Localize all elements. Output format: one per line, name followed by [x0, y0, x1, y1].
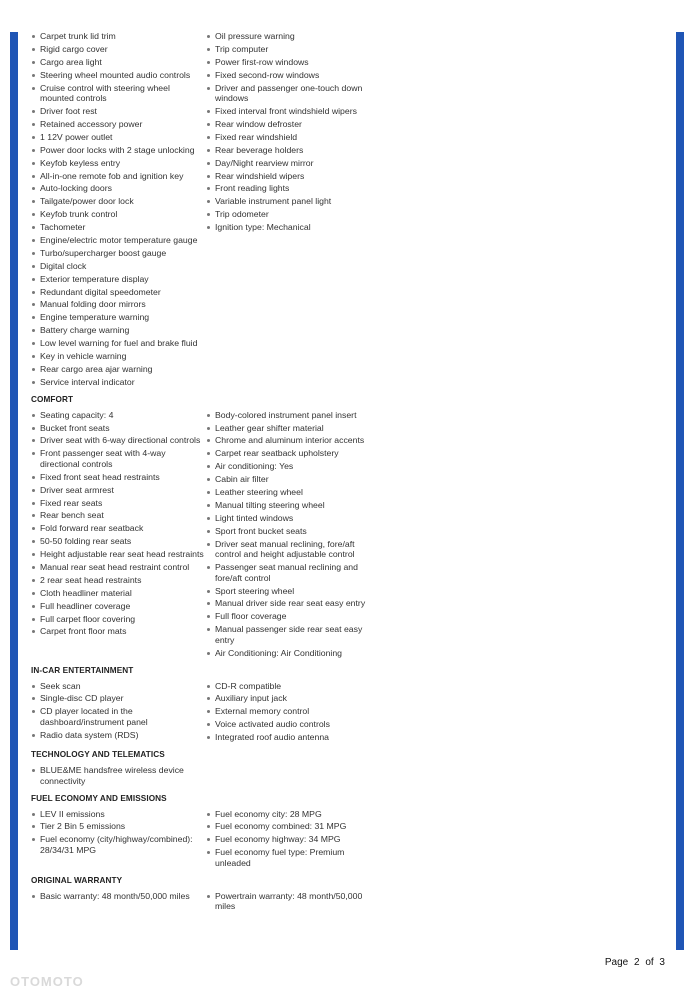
- feature-item: Steering wheel mounted audio controls: [31, 70, 206, 81]
- feature-item: Redundant digital speedometer: [31, 287, 206, 298]
- feature-item: Tier 2 Bin 5 emissions: [31, 821, 206, 832]
- feature-item: Cargo area light: [31, 57, 206, 68]
- section-title: IN-CAR ENTERTAINMENT: [31, 665, 134, 675]
- right-accent-bar: [676, 32, 684, 950]
- feature-item: Keyfob trunk control: [31, 209, 206, 220]
- feature-item: Full headliner coverage: [31, 601, 206, 612]
- feature-item: Cabin air filter: [206, 474, 376, 485]
- feature-list: [206, 891, 376, 912]
- feature-item: Manual rear seat head restraint control: [31, 562, 206, 573]
- feature-item: Fuel economy city: 28 MPG: [206, 809, 376, 820]
- feature-item: Fixed interval front windshield wipers: [206, 106, 376, 117]
- feature-item: Fuel economy (city/highway/combined): 28/34/31 MPG: [31, 834, 206, 855]
- feature-item: Tailgate/power door lock: [31, 196, 206, 207]
- feature-section: [31, 876, 671, 914]
- feature-item: Driver seat with 6-way directional controls: [31, 435, 206, 446]
- feature-item: Fold forward rear seatback: [31, 523, 206, 534]
- feature-column: [31, 891, 206, 914]
- feature-item: Air Conditioning: Air Conditioning: [206, 648, 376, 659]
- feature-item: Engine/electric motor temperature gauge: [31, 235, 206, 246]
- feature-list: [31, 681, 206, 741]
- feature-column: [206, 891, 376, 914]
- feature-item: External memory control: [206, 706, 376, 717]
- feature-section: [31, 31, 671, 390]
- feature-columns: [31, 891, 671, 914]
- feature-column: [206, 410, 376, 661]
- feature-item: 1 12V power outlet: [31, 132, 206, 143]
- feature-item: Powertrain warranty: 48 month/50,000 miles: [206, 891, 376, 912]
- feature-item: Manual driver side rear seat easy entry: [206, 598, 376, 609]
- feature-item: Carpet rear seatback upholstery: [206, 448, 376, 459]
- feature-item: Leather steering wheel: [206, 487, 376, 498]
- feature-item: BLUE&ME handsfree wireless device connectivity: [31, 765, 206, 786]
- feature-item: Service interval indicator: [31, 377, 206, 388]
- feature-item: Integrated roof audio antenna: [206, 732, 376, 743]
- feature-columns: [31, 31, 671, 390]
- left-accent-bar: [10, 32, 18, 950]
- feature-list: [31, 31, 206, 387]
- feature-item: Passenger seat manual reclining and fore/aft control: [206, 562, 376, 583]
- feature-item: LEV II emissions: [31, 809, 206, 820]
- feature-item: Driver foot rest: [31, 106, 206, 117]
- feature-item: Fuel economy fuel type: Premium unleaded: [206, 847, 376, 868]
- feature-item: Auto-locking doors: [31, 183, 206, 194]
- feature-column: [31, 765, 206, 788]
- feature-column: [31, 809, 206, 871]
- feature-item: Oil pressure warning: [206, 31, 376, 42]
- feature-item: Power door locks with 2 stage unlocking: [31, 145, 206, 156]
- feature-list: [206, 809, 376, 869]
- feature-item: Key in vehicle warning: [31, 351, 206, 362]
- feature-column: [206, 31, 376, 390]
- feature-item: All-in-one remote fob and ignition key: [31, 171, 206, 182]
- feature-item: Turbo/supercharger boost gauge: [31, 248, 206, 259]
- feature-column: [206, 809, 376, 871]
- feature-item: Ignition type: Mechanical: [206, 222, 376, 233]
- feature-item: Seating capacity: 4: [31, 410, 206, 421]
- feature-column: [206, 765, 376, 788]
- section-title: ORIGINAL WARRANTY: [31, 875, 123, 885]
- feature-item: Carpet trunk lid trim: [31, 31, 206, 42]
- feature-item: Front passenger seat with 4-way directional controls: [31, 448, 206, 469]
- feature-item: Low level warning for fuel and brake fluid: [31, 338, 206, 349]
- feature-list: [31, 410, 206, 637]
- feature-columns: [31, 681, 671, 745]
- feature-item: Cloth headliner material: [31, 588, 206, 599]
- feature-item: Fixed front seat head restraints: [31, 472, 206, 483]
- feature-item: Seek scan: [31, 681, 206, 692]
- feature-item: Manual folding door mirrors: [31, 299, 206, 310]
- feature-item: Body-colored instrument panel insert: [206, 410, 376, 421]
- feature-item: Full floor coverage: [206, 611, 376, 622]
- feature-item: Basic warranty: 48 month/50,000 miles: [31, 891, 206, 902]
- feature-item: Fixed rear seats: [31, 498, 206, 509]
- feature-item: Voice activated audio controls: [206, 719, 376, 730]
- feature-item: Keyfob keyless entry: [31, 158, 206, 169]
- feature-item: Air conditioning: Yes: [206, 461, 376, 472]
- section-title: COMFORT: [31, 394, 74, 404]
- feature-list: [31, 809, 206, 856]
- feature-item: Auxiliary input jack: [206, 693, 376, 704]
- feature-item: Rear cargo area ajar warning: [31, 364, 206, 375]
- feature-item: 50-50 folding rear seats: [31, 536, 206, 547]
- feature-item: Manual tilting steering wheel: [206, 500, 376, 511]
- feature-section: [31, 395, 671, 661]
- feature-item: Cruise control with steering wheel mounted controls: [31, 83, 206, 104]
- feature-item: Exterior temperature display: [31, 274, 206, 285]
- feature-item: Light tinted windows: [206, 513, 376, 524]
- feature-item: Variable instrument panel light: [206, 196, 376, 207]
- feature-column: [206, 681, 376, 745]
- feature-item: Power first-row windows: [206, 57, 376, 68]
- feature-item: Full carpet floor covering: [31, 614, 206, 625]
- feature-item: Bucket front seats: [31, 423, 206, 434]
- feature-item: Engine temperature warning: [31, 312, 206, 323]
- feature-section: [31, 666, 671, 745]
- feature-item: Height adjustable rear seat head restraints: [31, 549, 206, 560]
- feature-item: Trip odometer: [206, 209, 376, 220]
- page-number: Page 2 of 3: [604, 957, 665, 968]
- feature-item: Sport front bucket seats: [206, 526, 376, 537]
- feature-item: Chrome and aluminum interior accents: [206, 435, 376, 446]
- feature-list: [206, 410, 376, 659]
- feature-item: Radio data system (RDS): [31, 730, 206, 741]
- feature-item: Tachometer: [31, 222, 206, 233]
- feature-item: Leather gear shifter material: [206, 423, 376, 434]
- feature-item: Sport steering wheel: [206, 586, 376, 597]
- section-title: FUEL ECONOMY AND EMISSIONS: [31, 793, 167, 803]
- feature-columns: [31, 809, 671, 871]
- feature-item: Digital clock: [31, 261, 206, 272]
- feature-list: [31, 891, 206, 902]
- feature-column: [31, 681, 206, 745]
- feature-item: Fuel economy highway: 34 MPG: [206, 834, 376, 845]
- feature-item: 2 rear seat head restraints: [31, 575, 206, 586]
- feature-item: Fixed rear windshield: [206, 132, 376, 143]
- features-content: [31, 31, 671, 917]
- feature-item: Day/Night rearview mirror: [206, 158, 376, 169]
- feature-list: [31, 765, 206, 786]
- feature-item: CD player located in the dashboard/instrument panel: [31, 706, 206, 727]
- watermark-logo: OTOMOTO: [10, 974, 84, 989]
- feature-list: [206, 31, 376, 233]
- feature-item: Rigid cargo cover: [31, 44, 206, 55]
- feature-item: Rear windshield wipers: [206, 171, 376, 182]
- feature-item: Rear bench seat: [31, 510, 206, 521]
- feature-item: Driver and passenger one-touch down windows: [206, 83, 376, 104]
- feature-section: [31, 794, 671, 871]
- section-title: TECHNOLOGY AND TELEMATICS: [31, 750, 165, 760]
- feature-item: Trip computer: [206, 44, 376, 55]
- feature-columns: [31, 410, 671, 661]
- feature-item: Battery charge warning: [31, 325, 206, 336]
- feature-item: Driver seat manual reclining, fore/aft control and height adjustable control: [206, 539, 376, 560]
- feature-item: Single-disc CD player: [31, 693, 206, 704]
- feature-section: [31, 750, 671, 788]
- feature-item: Fixed second-row windows: [206, 70, 376, 81]
- feature-column: [31, 31, 206, 390]
- feature-column: [31, 410, 206, 661]
- feature-item: Rear beverage holders: [206, 145, 376, 156]
- feature-list: [206, 681, 376, 743]
- feature-item: CD-R compatible: [206, 681, 376, 692]
- feature-item: Retained accessory power: [31, 119, 206, 130]
- feature-item: Front reading lights: [206, 183, 376, 194]
- feature-item: Fuel economy combined: 31 MPG: [206, 821, 376, 832]
- feature-item: Rear window defroster: [206, 119, 376, 130]
- feature-item: Driver seat armrest: [31, 485, 206, 496]
- feature-item: Carpet front floor mats: [31, 626, 206, 637]
- feature-item: Manual passenger side rear seat easy entry: [206, 624, 376, 645]
- feature-columns: [31, 765, 671, 788]
